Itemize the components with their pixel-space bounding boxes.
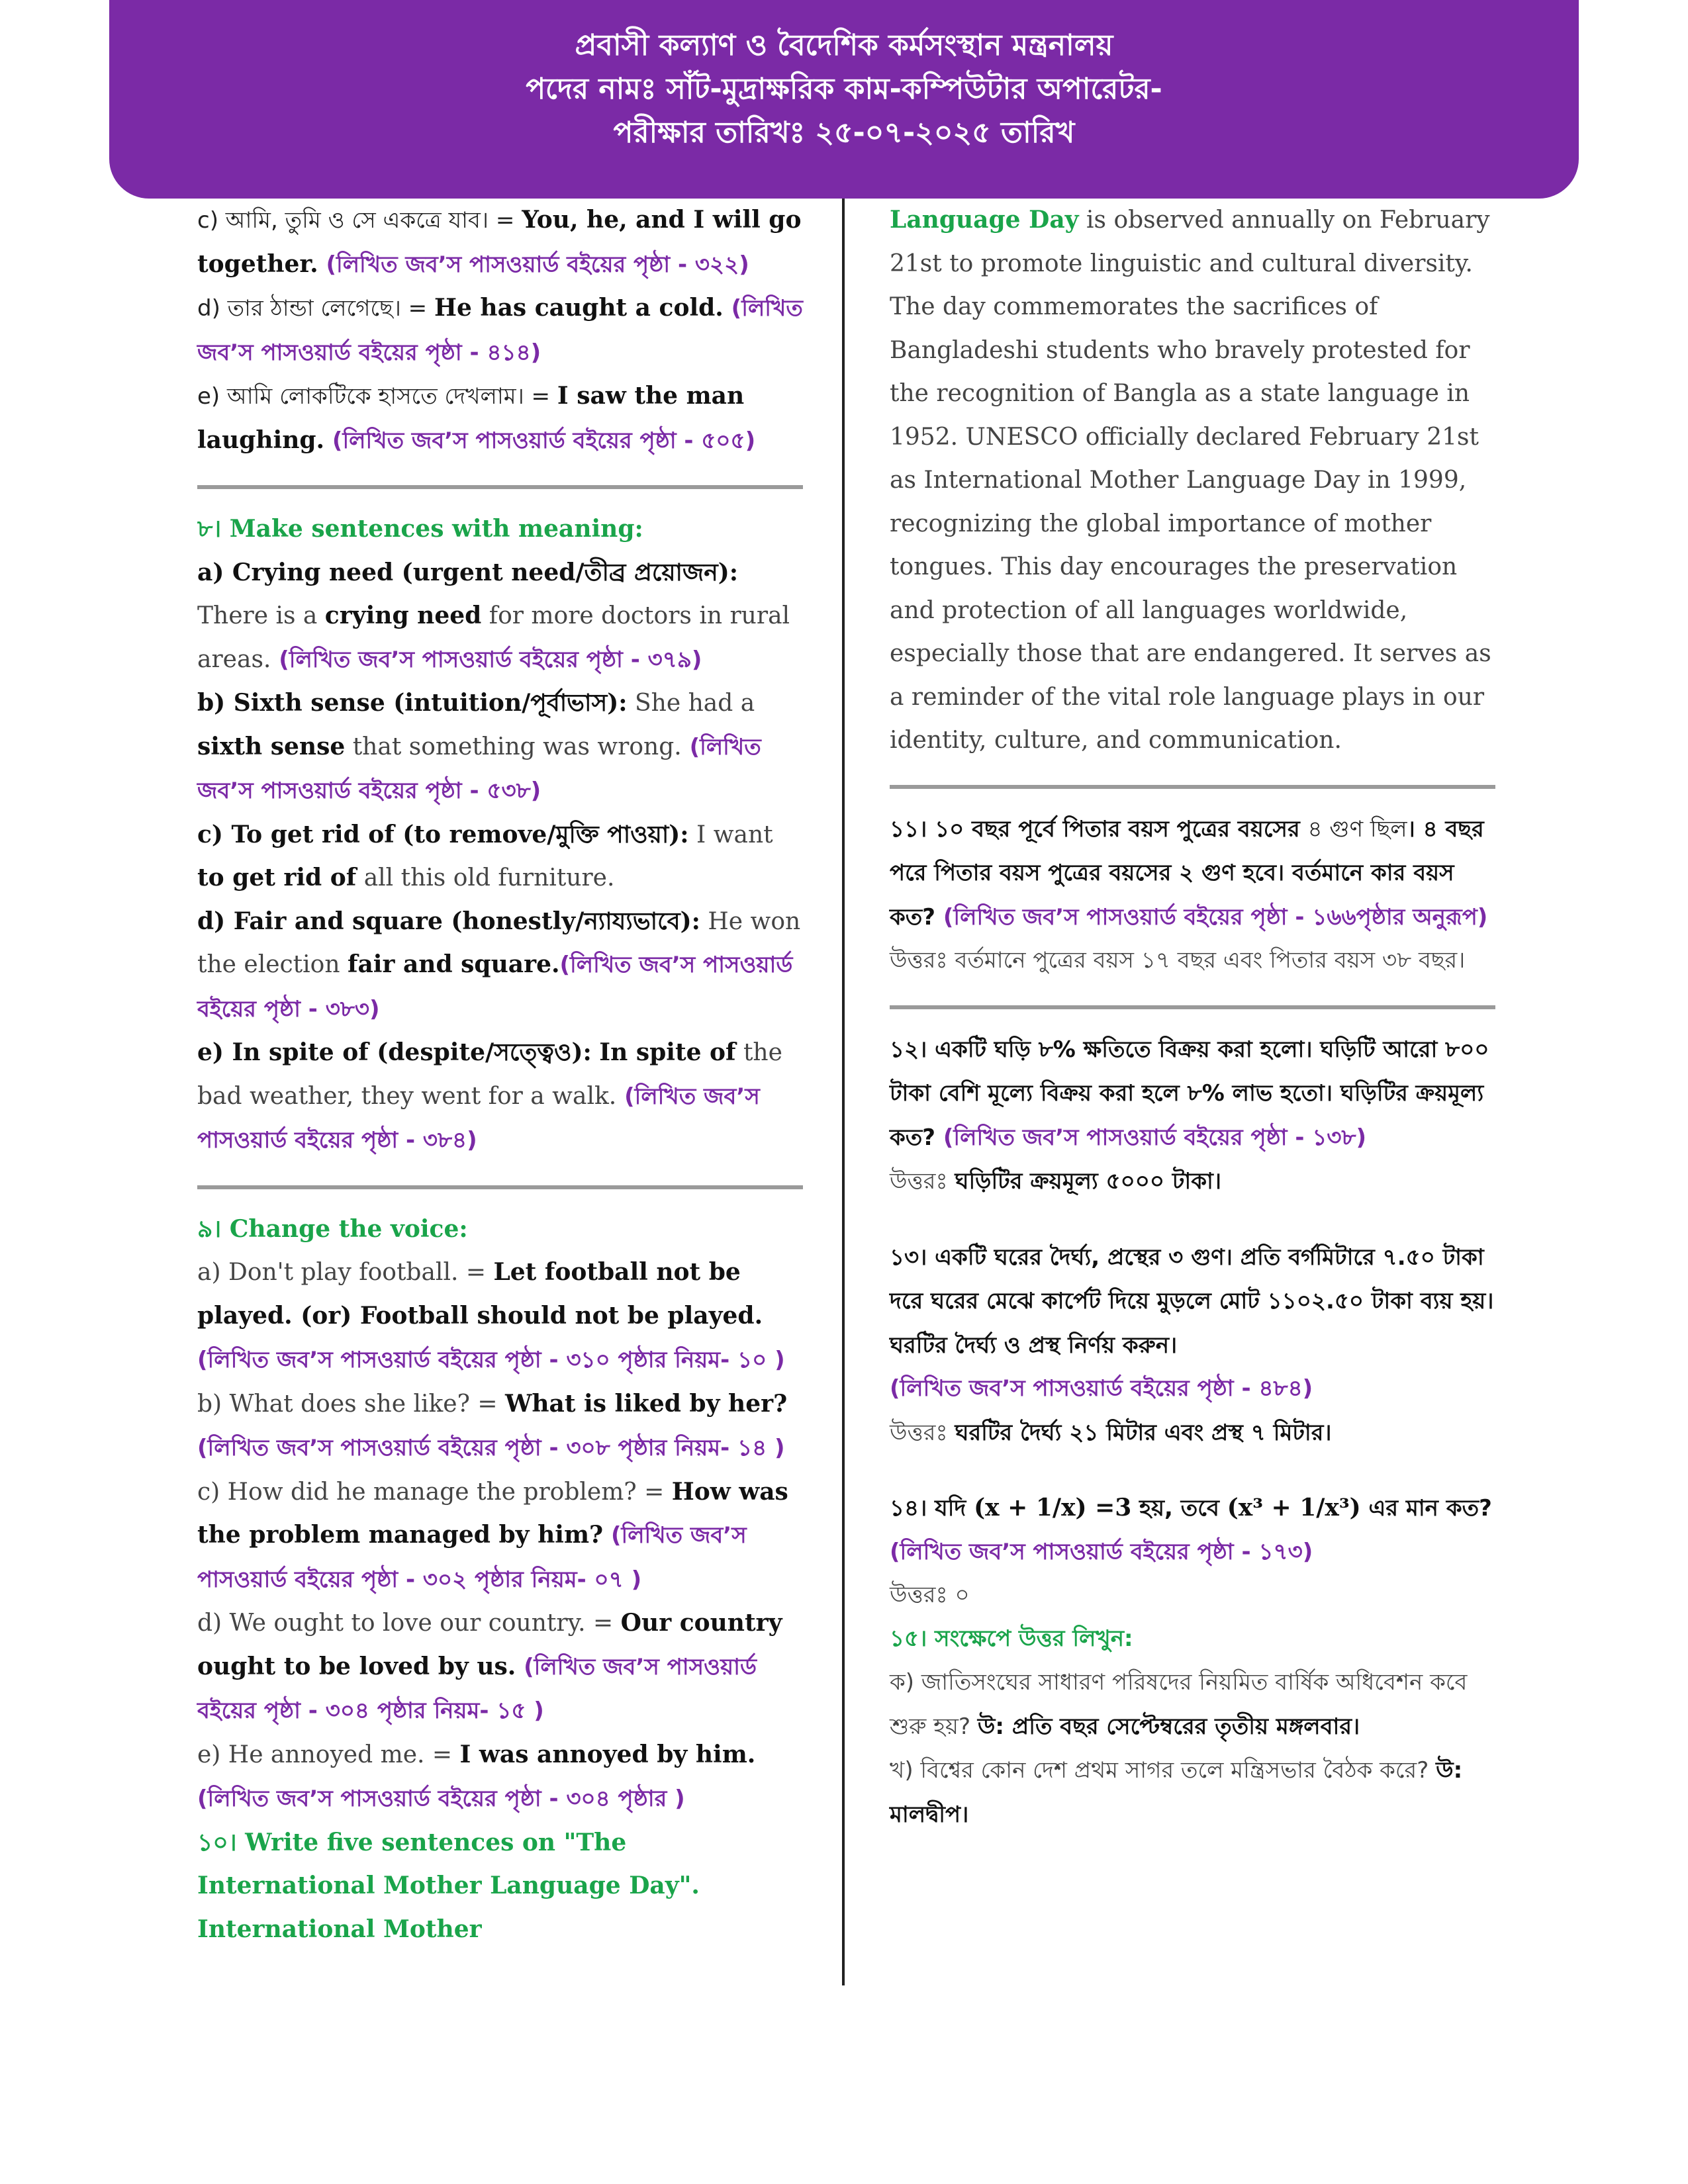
q9b-item: b) What does she like? = What is liked by her? (লিখিত জব’স পাসওয়ার্ড বইয়ের পৃষ্ঠা - ৩০৮ পৃষ্ঠার নিয়ম- ১৪ ) bbox=[197, 1389, 788, 1461]
q8e-item: e) In spite of (despite/সত্ত্বেও): In spite of the bad weather, they went for a walk. (লিখিত জব’স পাসওয়ার্ড বইয়ের পৃষ্ঠা - ৩৮৪) bbox=[197, 1038, 782, 1154]
section-divider bbox=[890, 1005, 1495, 1009]
column-divider bbox=[842, 199, 845, 1985]
q14-reference: (লিখিত জব’স পাসওয়ার্ড বইয়ের পৃষ্ঠা - ১৭৩) bbox=[890, 1538, 1313, 1565]
q7e-item: e) আমি লোকটিকে হাসতে দেখলাম। = I saw the man laughing. (লিখিত জব’স পাসওয়ার্ড বইয়ের পৃষ্ঠা - ৫০৫) bbox=[197, 382, 756, 454]
q8-title: ৮। Make sentences with meaning: bbox=[197, 515, 643, 543]
q15-ka: ক) জাতিসংঘের সাধারণ পরিষদের নিয়মিত বার্ষিক অধিবেশন কবে শুরু হয়? উ: প্রতি বছর সেপ্টেম্বরের তৃতীয় মঙ্গলবার। bbox=[890, 1669, 1468, 1740]
q9d-item: d) We ought to love our country. = Our country ought to be loved by us. (লিখিত জব’স পাসওয়ার্ড বইয়ের পৃষ্ঠা - ৩০৪ পৃষ্ঠার নিয়ম- ১৫ ) bbox=[197, 1609, 782, 1724]
page-header bbox=[109, 0, 1579, 199]
q11-item: ১১। ১০ বছর পূর্বে পিতার বয়স পুত্রের বয়সের ৪ গুণ ছিল। ৪ বছর পরে পিতার বয়স পুত্রের বয়সের ২ গুণ হবে। বর্তমানে কার বয়স কত? (লিখিত জব’স পাসওয়ার্ড বইয়ের পৃষ্ঠা - ১৬৬পৃষ্ঠার অনুরূপ) bbox=[890, 815, 1488, 931]
q8a-item: a) Crying need (urgent need/তীব্র প্রয়োজন): There is a crying need for more doctors in rural areas. (লিখিত জব’স পাসওয়ার্ড বইয়ের পৃষ্ঠা - ৩৭৯) bbox=[197, 558, 790, 673]
q15-kha: খ) বিশ্বের কোন দেশ প্রথম সাগর তলে মন্ত্রিসভার বৈঠক করে? উ: মালদ্বীপ। bbox=[890, 1757, 1463, 1828]
section-divider bbox=[197, 1185, 803, 1189]
q15-title: ১৫। সংক্ষেপে উত্তর লিখুন: bbox=[890, 1625, 1133, 1652]
q8d-item: d) Fair and square (honestly/ন্যায্যভাবে): He won the election fair and square.(লিখিত জব’স পাসওয়ার্ড বইয়ের পৃষ্ঠা - ৩৮৩) bbox=[197, 907, 801, 1023]
post-name: পদের নামঃ সাঁট-মুদ্রাক্ষরিক কাম-কম্পিউটার অপারেটর- bbox=[526, 72, 1162, 106]
exam-date: পরীক্ষার তারিখঃ ২৫-০৭-২০২৫ তারিখ bbox=[613, 116, 1075, 150]
q13-answer: উত্তরঃ ঘরটির দৈর্ঘ্য ২১ মিটার এবং প্রস্থ ৭ মিটার। bbox=[890, 1419, 1332, 1446]
q11-answer: উত্তরঃ বর্তমানে পুত্রের বয়স ১৭ বছর এবং পিতার বয়স ৩৮ বছর। bbox=[890, 947, 1466, 974]
language-day-paragraph: Language Day is observed annually on February 21st to promote linguistic and cultural diversity. The day commemorates the sacrifices of Bangladeshi students who bravely protested for the recognition of Bangla as a state language in 1952. UNESCO officially declared February 21st as International Mother Language Day in 1999, recognizing the global importance of mother tongues. This day encourages the preservation and protection of all languages worldwide, especially those that are endangered. It serves as a reminder of the vital role language plays in our identity, culture, and communication. bbox=[890, 206, 1491, 754]
math-expression: (x + 1/x) =3 bbox=[974, 1494, 1132, 1522]
q10-title: ১০। Write five sentences on "The International Mother Language Day". International Mother bbox=[197, 1828, 700, 1943]
q12-answer: উত্তরঃ ঘড়িটির ক্রয়মূল্য ৫০০০ টাকা। bbox=[890, 1168, 1222, 1195]
q13-item: ১৩। একটি ঘরের দৈর্ঘ্য, প্রস্থের ৩ গুণ। প্রতি বর্গমিটারে ৭.৫০ টাকা দরে ঘরের মেঝে কার্পেট দিয়ে মুড়লে মোট ১১০২.৫০ টাকা ব্যয় হয়। ঘরটির দৈর্ঘ্য ও প্রস্থ নির্ণয় করুন। bbox=[890, 1244, 1494, 1359]
left-column bbox=[197, 199, 803, 1951]
math-expression: (x³ + 1/x³) bbox=[1227, 1494, 1361, 1522]
q12-item: ১২। একটি ঘড়ি ৮% ক্ষতিতে বিক্রয় করা হলো। ঘড়িটি আরো ৮০০ টাকা বেশি মূল্যে বিক্রয় করা হলে ৮% লাভ হতো। ঘড়িটির ক্রয়মূল্য কত? (লিখিত জব’স পাসওয়ার্ড বইয়ের পৃষ্ঠা - ১৩৮) bbox=[890, 1036, 1489, 1151]
q8b-item: b) Sixth sense (intuition/পূর্বাভাস): She had a sixth sense that something was wrong. (লিখিত জব’স পাসওয়ার্ড বইয়ের পৃষ্ঠা - ৫৩৮) bbox=[197, 689, 761, 804]
q7d-item: d) তার ঠান্ডা লেগেছে। = He has caught a cold. (লিখিত জব’স পাসওয়ার্ড বইয়ের পৃষ্ঠা - ৪১৪) bbox=[197, 294, 803, 366]
section-divider bbox=[197, 485, 803, 489]
q13-reference: (লিখিত জব’স পাসওয়ার্ড বইয়ের পৃষ্ঠা - ৪৮৪) bbox=[890, 1375, 1313, 1402]
q14-answer: উত্তরঃ ০ bbox=[890, 1582, 970, 1608]
section-divider bbox=[890, 785, 1495, 789]
q9c-item: c) How did he manage the problem? = How was the problem managed by him? (লিখিত জব’স পাসওয়ার্ড বইয়ের পৃষ্ঠা - ৩০২ পৃষ্ঠার নিয়ম- ০৭ ) bbox=[197, 1477, 788, 1593]
q7c-item: c) আমি, তুমি ও সে একত্রে যাব। = You, he, and I will go together. (লিখিত জব’স পাসওয়ার্ড বইয়ের পৃষ্ঠা - ৩২২) bbox=[197, 206, 802, 278]
q9a-item: a) Don't play football. = Let football not be played. (or) Football should not be played. (লিখিত জব’স পাসওয়ার্ড বইয়ের পৃষ্ঠা - ৩১০ পৃষ্ঠার নিয়ম- ১০ ) bbox=[197, 1258, 785, 1373]
q8c-item: c) To get rid of (to remove/মুক্তি পাওয়া): I want to get rid of all this old furniture. bbox=[197, 820, 773, 891]
q9-title: ৯। Change the voice: bbox=[197, 1214, 468, 1243]
right-column bbox=[890, 199, 1495, 1837]
q9e-item: e) He annoyed me. = I was annoyed by him. (লিখিত জব’স পাসওয়ার্ড বইয়ের পৃষ্ঠা - ৩০৪ পৃষ্ঠার ) bbox=[197, 1740, 756, 1812]
ministry-title: প্রবাসী কল্যাণ ও বৈদেশিক কর্মসংস্থান মন্ত্রনালয় bbox=[575, 28, 1113, 62]
q14-item: ১৪। যদি (x + 1/x) =3 হয়, তবে (x³ + 1/x³) এর মান কত? bbox=[890, 1494, 1492, 1522]
